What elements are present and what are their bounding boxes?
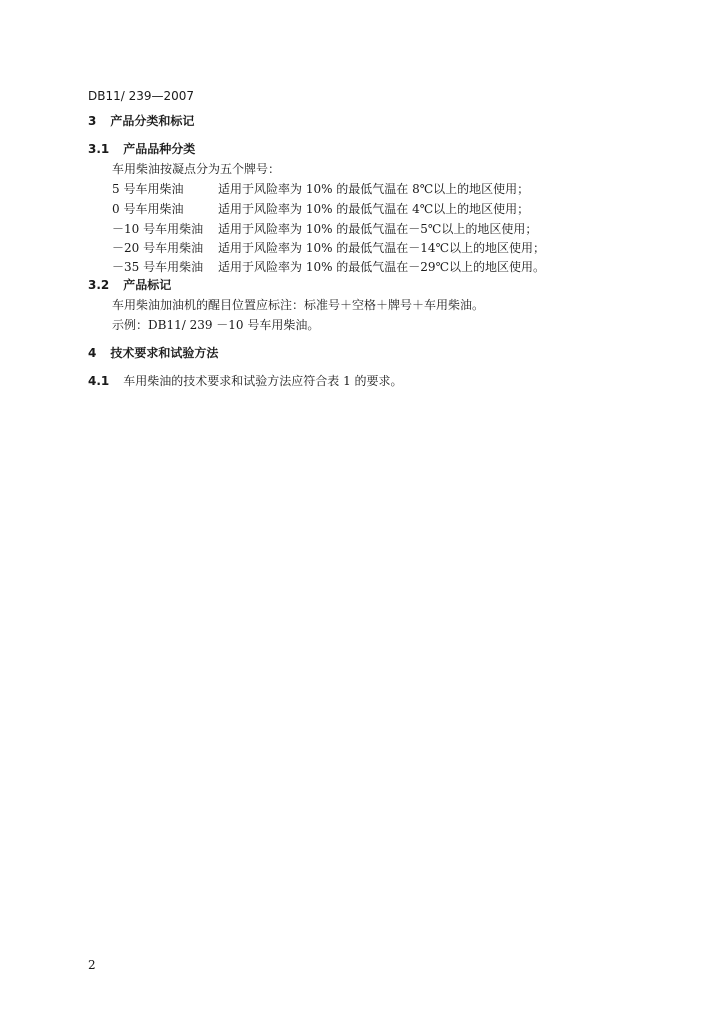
section-4-heading bbox=[88, 346, 218, 360]
section-title: 产品标记 bbox=[123, 278, 172, 292]
grades-intro: 车用柴油按凝点分为五个牌号： bbox=[112, 162, 281, 176]
grade-name: －20 号车用柴油 bbox=[112, 241, 204, 255]
section-number: 3.2 bbox=[88, 278, 110, 292]
paragraph-text: 车用柴油的技术要求和试验方法应符合表 1 的要求。 bbox=[123, 374, 403, 388]
section-title: 产品分类和标记 bbox=[110, 114, 195, 128]
section-number: 4.1 bbox=[88, 374, 110, 388]
header-doc-code: DB11/ 239—2007 bbox=[88, 89, 195, 103]
section-3-heading bbox=[88, 114, 194, 128]
marking-example: 示例：DB11/ 239 －10 号车用柴油。 bbox=[112, 318, 320, 332]
grade-description: 适用于风险率为 10% 的最低气温在－14℃以上的地区使用； bbox=[218, 241, 545, 255]
grade-description: 适用于风险率为 10% 的最低气温在 8℃以上的地区使用； bbox=[218, 182, 530, 196]
section-number: 3.1 bbox=[88, 142, 110, 156]
section-3-1-heading bbox=[88, 142, 195, 156]
section-3-2-heading bbox=[88, 278, 171, 292]
grade-name: 0 号车用柴油 bbox=[112, 202, 184, 216]
section-number: 4 bbox=[88, 346, 97, 360]
grade-description: 适用于风险率为 10% 的最低气温在 4℃以上的地区使用； bbox=[218, 202, 530, 216]
grade-description: 适用于风险率为 10% 的最低气温在－5℃以上的地区使用； bbox=[218, 222, 538, 236]
grade-name: 5 号车用柴油 bbox=[112, 182, 184, 196]
section-title: 技术要求和试验方法 bbox=[110, 346, 219, 360]
page-number: 2 bbox=[88, 958, 96, 972]
grade-name: －35 号车用柴油 bbox=[112, 260, 204, 274]
grade-description: 适用于风险率为 10% 的最低气温在－29℃以上的地区使用。 bbox=[218, 260, 545, 274]
section-number: 3 bbox=[88, 114, 97, 128]
section-title: 产品品种分类 bbox=[123, 142, 196, 156]
grade-name: －10 号车用柴油 bbox=[112, 222, 204, 236]
section-4-1-paragraph bbox=[88, 374, 403, 388]
marking-text: 车用柴油加油机的醒目位置应标注：标准号＋空格＋牌号＋车用柴油。 bbox=[112, 298, 485, 312]
